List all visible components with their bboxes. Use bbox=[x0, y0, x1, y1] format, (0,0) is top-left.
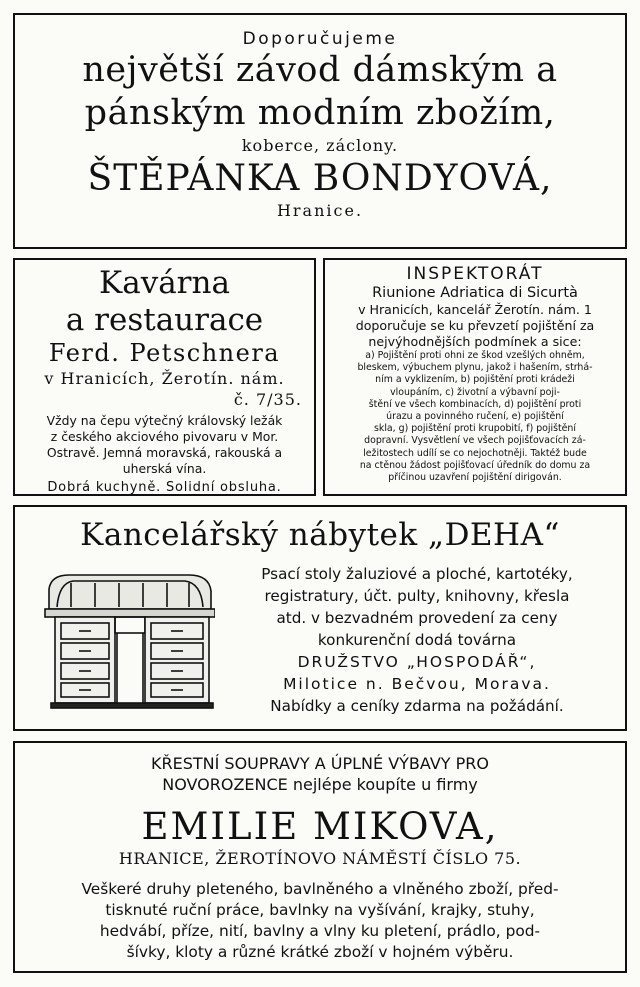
ad5-body-line: hedvábí, příze, nití, bavlny a vlny ku pletení, prádlo, pod- bbox=[99, 922, 541, 940]
ad-mikova bbox=[13, 741, 627, 973]
ad-deha bbox=[13, 505, 627, 731]
ad3-detail-line: ležitostech udílí se co nejochotněji. Taktéž bude bbox=[363, 447, 587, 459]
ad2-body-line: Ostravě. Jemná moravská, rakouská a bbox=[46, 445, 283, 460]
ad5-body-line: tisknuté ruční práce, bavlnky na vyšívání, krajky, stuhy, bbox=[105, 901, 535, 919]
ad5-body-line: Veškeré druhy pleteného, bavlněného a vlněného zboží, před- bbox=[81, 880, 559, 898]
ad2-title-1: Kavárna bbox=[99, 265, 230, 301]
rolltop-desk-illustration bbox=[43, 571, 215, 709]
ad4-line: konkurenční dodá továrna bbox=[317, 631, 517, 649]
ad3-detail-line: na ctěnou žádost pojišťovací úředník do domu za bbox=[359, 459, 591, 471]
ad3-detail-line: ním a vyklizením, b) pojištění proti krádeži bbox=[375, 374, 575, 386]
ad4-company: DRUŽSTVO „HOSPODÁŘ“, bbox=[297, 653, 537, 671]
ad-kavarna bbox=[13, 258, 316, 496]
ad3-main-line: doporučuje se ku převzetí pojištění za bbox=[355, 318, 595, 333]
ad5-name: EMILIE MIKOVA, bbox=[141, 805, 499, 848]
ad3-detail-line: příčinou uzavření pojištění dirigován. bbox=[388, 472, 562, 484]
ad4-line: atd. v bezvadném provedení za ceny bbox=[276, 609, 558, 627]
ad4-offer: Nabídky a ceníky zdarma na požádání. bbox=[270, 697, 564, 715]
ad3-details bbox=[325, 350, 625, 484]
ad5-body bbox=[15, 879, 625, 963]
ad-bondyova bbox=[13, 13, 627, 249]
ad3-detail-line: štění ve všech kombinacích, d) pojištění proti bbox=[368, 398, 582, 410]
ad5-line-2: NOVOROZENCE nejlépe koupíte u firmy bbox=[162, 775, 478, 794]
ad3-detail-line: vloupáním, c) životní a výbavní poji- bbox=[390, 386, 560, 398]
ad1-headline-2: pánským modním zbožím, bbox=[84, 93, 556, 133]
ad2-body-line: Vždy na čepu výtečný královský ležák bbox=[46, 413, 283, 428]
ad5-body-line: šívky, kloty a různé krátké zboží v hojném výběru. bbox=[126, 943, 514, 961]
ad2-body-line: uherská vína. bbox=[122, 461, 207, 476]
ad2-body-line: z českého akciového pivovaru v Mor. bbox=[50, 429, 279, 444]
ad5-address: HRANICE, ŽEROTÍNOVO NÁMĚSTÍ ČÍSLO 75. bbox=[118, 849, 522, 868]
ad3-company: Riunione Adriatica di Sicurtà bbox=[372, 285, 578, 301]
ad4-title: Kancelářský nábytek „DEHA“ bbox=[80, 517, 560, 553]
ad4-line: registratury, účt. pulty, knihovny, křesla bbox=[264, 587, 570, 605]
ad4-place: Milotice n. Bečvou, Morava. bbox=[283, 675, 551, 693]
ad3-detail-line: a) Pojištění proti ohni ze škod vzešlých ohněm, bbox=[365, 350, 585, 361]
ad3-main-line: v Hranicích, kancelář Žerotín. nám. 1 bbox=[358, 302, 592, 317]
ad3-detail-line: bleskem, výbuchem plynu, jakož i hašením, strhá- bbox=[357, 362, 593, 374]
ad2-title-2: a restaurace bbox=[65, 302, 264, 338]
ad3-detail-line: skla, g) pojištění proti krupobití, f) pojištění bbox=[374, 423, 576, 435]
ad1-city: Hranice. bbox=[276, 201, 364, 220]
ad3-detail-line: úrazu a povinného ručení, e) pojištění bbox=[386, 411, 564, 423]
ad-inspektorat bbox=[323, 258, 627, 496]
ad2-address-2: č. 7/35. bbox=[233, 390, 302, 409]
ad3-main-line: nejvýhodnějších podmínek a sice: bbox=[368, 334, 582, 349]
ad3-heading: INSPEKTORÁT bbox=[406, 264, 544, 284]
ad1-name: ŠTĚPÁNKA BONDYOVÁ, bbox=[87, 158, 553, 199]
ad1-goods: koberce, záclony. bbox=[241, 136, 399, 155]
ad1-headline-1: největší závod dámským a bbox=[82, 50, 558, 90]
ad2-address-1: v Hranicích, Žerotín. nám. bbox=[44, 369, 285, 388]
ad5-line-1: KŘESTNÍ SOUPRAVY A ÚPLNÉ VÝBAVY PRO bbox=[151, 754, 489, 773]
ad4-line: Psací stoly žaluziové a ploché, kartotéky, bbox=[261, 565, 573, 583]
ad2-body bbox=[15, 413, 314, 477]
ad2-owner: Ferd. Petschnera bbox=[48, 339, 281, 367]
ad1-intro: Doporučujeme bbox=[242, 29, 398, 49]
ad3-detail-line: dopravní. Vysvětlení ve všech pojišťovacích zá- bbox=[364, 435, 586, 447]
ad2-footer: Dobrá kuchyně. Solidní obsluha. bbox=[47, 480, 282, 495]
ad4-text bbox=[211, 563, 623, 717]
